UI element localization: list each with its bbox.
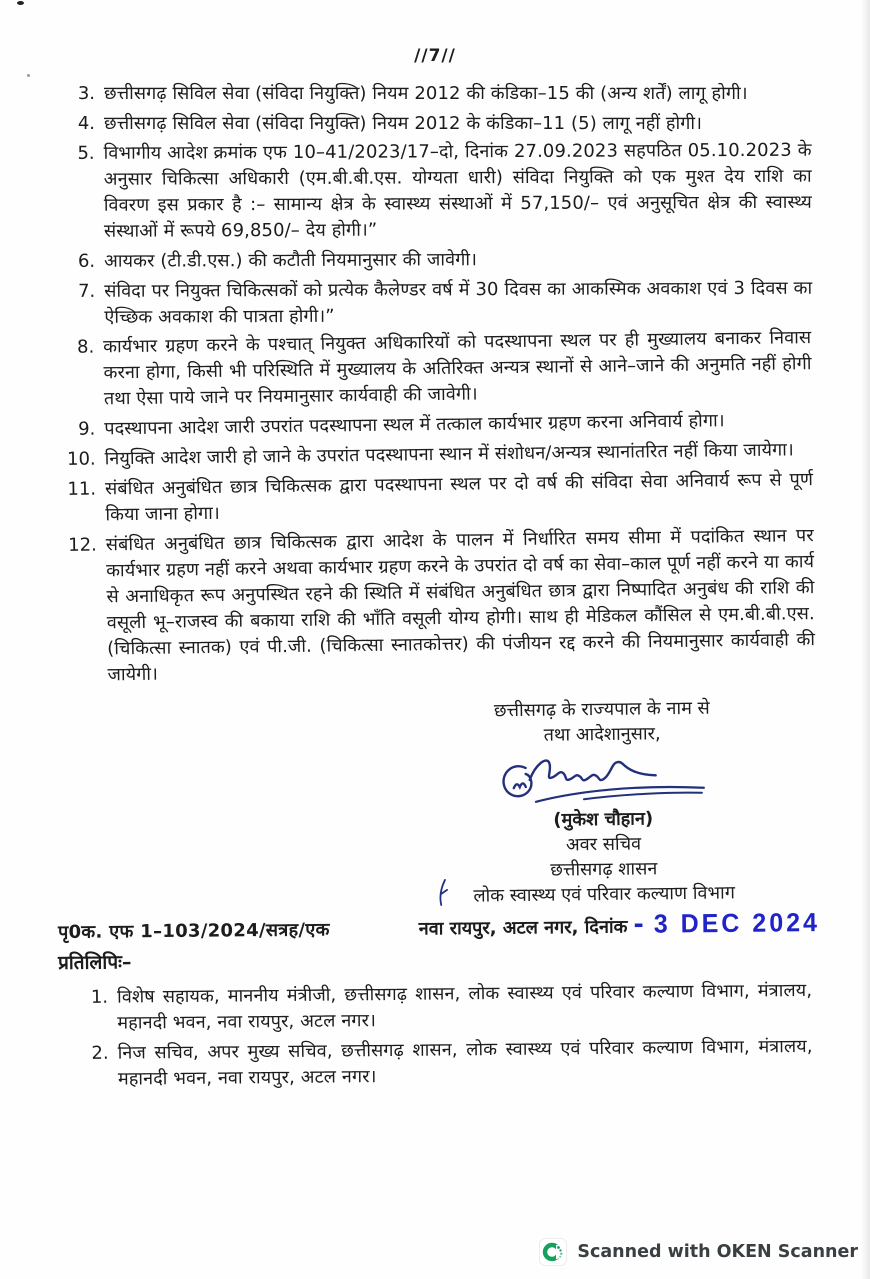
list-item-number: 7. — [78, 280, 96, 302]
list-item-text: संबंधित अनुबंधित छात्र चिकित्सक द्वारा पदस्थापना स्थल पर दो वर्ष की संविदा सेवा अनिवार्य रूप से पूर्ण किया जाना होगा। — [104, 469, 814, 526]
list-segment-b — [58, 138, 813, 331]
list-item-text: संबंधित अनुबंधित छात्र चिकित्सक द्वारा आदेश के पालन में निर्धारित समय सीमा में पदांकित स्थान पर कार्यभार ग्रहण नहीं करने अथवा कार्यभार ग्रहण करने के उपरांत दो वर्ष का सेवा–काल पूर्ण नहीं करने या कार्य से अनाधिकृत रूप अनुपस्थित रहने की स्थिति में संबंधित अनुबंधित छात्र द्वारा निष्पादित अनुबंध की राशि की वसूली भू–राजस्व की बकाया राशि की भाँति वसूली योग्य होगी। साथ ही मेडिकल कौंसिल से एम.बी.बी.एस. (चिकित्सा स्नातक) एवं पी.जी. (चिकित्सा स्नातकोत्तर) की पंजीयन रद्द करने की नियमानुसार कार्यवाही की जायेगी। — [105, 525, 816, 686]
reference-number: पृ0क. एफ 1–103/2024/सत्रह/एक — [57, 919, 330, 943]
order-conditions-list — [58, 81, 816, 689]
list-item-text: नियुक्ति आदेश जारी हो जाने के उपरांत पदस्थापना स्थान में संशोधन/अन्यत्र स्थानांतरित नहीं किया जायेगा। — [104, 439, 795, 470]
scan-speck — [27, 74, 30, 77]
oken-scanner-logo-icon — [539, 1238, 567, 1266]
signatory-designation: अवर सचिव — [565, 833, 642, 856]
on-behalf-line1: छत्तीसगढ़ के राज्यपाल के नाम से — [493, 697, 710, 722]
signature-block — [427, 695, 780, 909]
list-item — [59, 467, 814, 529]
place-date-line — [419, 908, 821, 942]
list-item — [58, 81, 812, 107]
list-item-text: कार्यभार ग्रहण करने के पश्चात् नियुक्त अधिकारियों को पदस्थापना स्थल पर ही मुख्यालय बनाकर निवास करना होगा, किसी भी परिस्थिति में मुख्यालय के अतिरिक्त अन्यत्र स्थानों से आने–जाने की अनुमति नहीं होगी तथा ऐसा पाये जाने पर नियमानुसार कार्यवाही की जावेगी। — [103, 327, 812, 410]
list-item — [60, 523, 816, 689]
copy-list-item — [82, 978, 812, 1037]
list-item — [58, 111, 812, 137]
list-item-number: 11. — [67, 478, 97, 500]
list-item — [57, 325, 812, 413]
scanner-watermark-text: Scanned with OKEN Scanner — [577, 1242, 858, 1262]
list-item — [58, 246, 812, 275]
copy-item-number: 1. — [90, 986, 109, 1008]
list-item — [58, 138, 812, 245]
handwritten-signature — [495, 748, 711, 813]
list-segment-a — [58, 81, 812, 137]
list-item-text: पदस्थापना आदेश जारी उपरांत पदस्थापना स्थल में तत्काल कार्यभार ग्रहण करना अनिवार्य होगा। — [104, 410, 725, 440]
list-item-text: छत्तीसगढ़ सिविल सेवा (संविदा नियुक्ति) नियम 2012 के कंडिका–11 (5) लागू नहीं होगी। — [104, 113, 703, 134]
endorsement-row — [58, 908, 820, 945]
signatory-name: (मुकेश चौहान) — [553, 808, 654, 831]
list-item-number: 9. — [77, 418, 96, 440]
list-item-number: 12. — [68, 534, 97, 556]
list-item-number: 6. — [77, 250, 96, 272]
page-number: //7// — [414, 46, 456, 66]
list-item-text: छत्तीसगढ़ सिविल सेवा (संविदा नियुक्ति) नियम 2012 की कंडिका–15 की (अन्य शर्तें) लागू होगी। — [104, 83, 748, 104]
list-item-text: संविदा पर नियुक्त चिकित्सकों को प्रत्येक कैलेण्डर वर्ष में 30 दिवस का आकस्मिक अवकाश एवं 3 दिवस का ऐच्छिक अवकाश की पात्रता होगी।” — [104, 277, 813, 328]
on-behalf-line2: तथा आदेशानुसार, — [543, 723, 661, 746]
list-item — [58, 276, 812, 331]
list-item-number: 5. — [77, 142, 95, 164]
list-segment-c — [57, 325, 816, 689]
scan-edge-shadow — [861, 0, 870, 1279]
stamp-dash: - — [633, 909, 644, 939]
scan-speck — [17, 1, 24, 5]
copy-item-text: निज सचिव, अपर मुख्य सचिव, छत्तीसगढ़ शासन, लोक स्वास्थ्य एवं परिवार कल्याण विभाग, मंत्रालय, महानदी भवन, नवा रायपुर, अटल नगर। — [117, 1035, 813, 1090]
copy-list — [82, 978, 813, 1093]
list-item-text: विभागीय आदेश क्रमांक एफ 10–41/2023/17–दो, दिनांक 27.09.2023 सहपठित 05.10.2023 के अनुसार चिकित्सा अधिकारी (एम.बी.बी.एस. योग्यता धारी) संविदा नियुक्ति को एक मुश्त देय राशि का विवरण इस प्रकार है :– सामान्य क्षेत्र के स्वास्थ्य संस्थाओं में 57,150/– एवं अनुसूचित क्षेत्र की स्वास्थ्य संस्थाओं में रूपये 69,850/– देय होगी।” — [103, 139, 812, 242]
signatory-government: छत्तीसगढ़ शासन — [550, 858, 658, 881]
list-item-number: 3. — [77, 83, 95, 104]
date-stamp: 3 DEC 2024 — [653, 907, 821, 939]
list-item-number: 10. — [66, 448, 96, 470]
signatory-department: लोक स्वास्थ्य एवं परिवार कल्याण विभाग — [429, 880, 779, 909]
copy-to-label: प्रतिलिपिः– — [57, 951, 132, 974]
list-item-number: 4. — [77, 113, 95, 134]
list-item-text: आयकर (टी.डी.एस.) की कटौती नियमानुसार की जावेगी। — [104, 249, 478, 272]
copy-list-item — [83, 1034, 813, 1093]
copy-item-text: विशेष सहायक, माननीय मंत्रीजी, छत्तीसगढ़ शासन, लोक स्वास्थ्य एवं परिवार कल्याण विभाग, मंत्रालय, महानदी भवन, नवा रायपुर, अटल नगर। — [117, 979, 813, 1034]
scanner-watermark — [539, 1238, 858, 1266]
place-date-text: नवा रायपुर, अटल नगर, दिनांक — [418, 916, 628, 940]
copy-recipients-list — [82, 978, 813, 1093]
list-item-number: 8. — [76, 336, 95, 358]
pen-tick-mark — [435, 878, 449, 908]
copy-item-number: 2. — [91, 1042, 109, 1064]
